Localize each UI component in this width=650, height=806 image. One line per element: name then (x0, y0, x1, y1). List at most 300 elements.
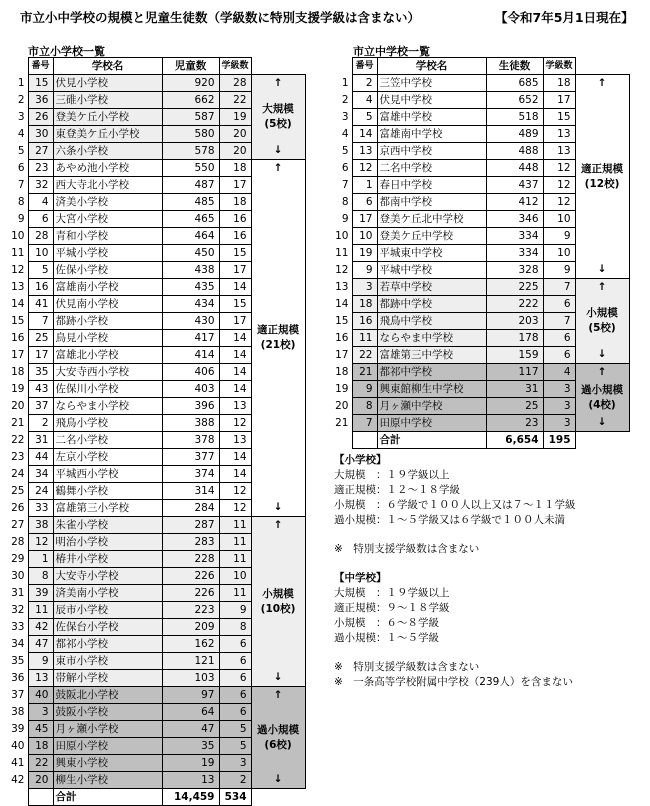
student-count: 334 (486, 228, 543, 245)
row-index: 8 (17, 196, 25, 208)
student-count: 406 (162, 364, 219, 381)
school-name: 鼓阪小学校 (53, 704, 162, 721)
class-count: 12 (543, 194, 575, 211)
school-name: 伏見南小学校 (53, 296, 162, 313)
class-count: 20 (219, 143, 251, 160)
school-number: 6 (28, 211, 53, 228)
row-index: 16 (335, 332, 349, 344)
arrow-up-icon: ↑ (273, 77, 283, 89)
row-index: 6 (341, 162, 349, 174)
total-row (332, 432, 629, 449)
row-index: 5 (17, 145, 25, 157)
table-row (332, 364, 629, 381)
class-count: 9 (543, 262, 575, 279)
student-count: 374 (162, 466, 219, 483)
row-index: 4 (17, 128, 25, 140)
header-no: 番号 (352, 58, 377, 75)
jh-note: ※ 特別支援学級数は含まない (334, 661, 480, 673)
class-count: 14 (219, 364, 251, 381)
student-count: 448 (486, 160, 543, 177)
size-group-text (257, 323, 299, 353)
size-group-text (586, 306, 618, 336)
school-number: 16 (352, 313, 377, 330)
school-name: 柳生小学校 (53, 772, 162, 789)
class-count: 14 (219, 330, 251, 347)
header-name: 学校名 (377, 58, 486, 75)
row-index: 31 (11, 587, 25, 599)
size-group-container (252, 76, 305, 158)
school-number: 16 (28, 279, 53, 296)
class-count: 12 (219, 483, 251, 500)
school-name: 飛鳥中学校 (377, 313, 486, 330)
class-count: 14 (219, 381, 251, 398)
row-index: 8 (341, 196, 349, 208)
size-group-text (261, 587, 296, 617)
school-number: 8 (28, 568, 53, 585)
class-count: 14 (219, 449, 251, 466)
school-name: 都跡中学校 (377, 296, 486, 313)
school-number: 37 (28, 398, 53, 415)
school-number: 6 (352, 194, 377, 211)
class-count: 6 (543, 330, 575, 347)
class-count: 6 (543, 296, 575, 313)
row-index: 16 (11, 332, 25, 344)
school-number: 11 (352, 330, 377, 347)
student-count: 485 (162, 194, 219, 211)
school-name: 大安寺小学校 (53, 568, 162, 585)
class-count: 6 (219, 670, 251, 687)
row-index: 23 (11, 451, 25, 463)
student-count: 685 (486, 75, 543, 92)
row-index: 13 (335, 281, 349, 293)
school-number: 13 (28, 670, 53, 687)
school-name: あやめ池小学校 (53, 160, 162, 177)
school-name: 二名小学校 (53, 432, 162, 449)
school-name: 京西中学校 (377, 143, 486, 160)
total-label: 合計 (53, 789, 162, 806)
class-count: 17 (219, 313, 251, 330)
arrow-up-icon: ↑ (273, 162, 283, 174)
row-index: 3 (341, 111, 349, 123)
school-name: 二名中学校 (377, 160, 486, 177)
student-count: 162 (162, 636, 219, 653)
size-group-container (252, 518, 305, 685)
row-index: 13 (11, 281, 25, 293)
row-index: 29 (11, 553, 25, 565)
school-number: 39 (28, 585, 53, 602)
student-count: 223 (162, 602, 219, 619)
class-count: 5 (219, 738, 251, 755)
row-index: 9 (17, 213, 25, 225)
arrow-up-icon: ↑ (597, 366, 607, 378)
table-row (8, 160, 305, 177)
student-count: 314 (162, 483, 219, 500)
row-index: 26 (11, 502, 25, 514)
row-index: 11 (11, 247, 25, 259)
arrow-up-icon: ↑ (273, 519, 283, 531)
student-count: 226 (162, 585, 219, 602)
row-index: 21 (335, 417, 349, 429)
student-count: 378 (162, 432, 219, 449)
class-count: 5 (219, 721, 251, 738)
school-number: 40 (28, 687, 53, 704)
total-row (8, 789, 305, 806)
student-count: 222 (486, 296, 543, 313)
total-classes: 534 (219, 789, 251, 806)
row-index: 12 (335, 264, 349, 276)
row-index: 38 (11, 706, 25, 718)
row-index: 10 (335, 230, 349, 242)
school-name: 都祁中学校 (377, 364, 486, 381)
class-count: 15 (543, 109, 575, 126)
student-count: 225 (486, 279, 543, 296)
student-count: 346 (486, 211, 543, 228)
school-name: 興東小学校 (53, 755, 162, 772)
row-index: 1 (17, 77, 25, 89)
school-number: 2 (28, 415, 53, 432)
class-count: 8 (219, 619, 251, 636)
school-number: 35 (28, 364, 53, 381)
school-number: 23 (28, 160, 53, 177)
student-count: 435 (162, 279, 219, 296)
row-index: 25 (11, 485, 25, 497)
school-name: 月ヶ瀬小学校 (53, 721, 162, 738)
student-count: 377 (162, 449, 219, 466)
school-name: 田原中学校 (377, 415, 486, 432)
student-count: 550 (162, 160, 219, 177)
size-group-label (251, 517, 305, 687)
class-count: 17 (219, 177, 251, 194)
school-number: 10 (352, 228, 377, 245)
row-index: 34 (11, 638, 25, 650)
row-index: 10 (11, 230, 25, 242)
row-index: 11 (335, 247, 349, 259)
school-name: 済美小学校 (53, 194, 162, 211)
school-name: 大宮小学校 (53, 211, 162, 228)
class-count: 2 (219, 772, 251, 789)
class-count: 3 (219, 755, 251, 772)
student-count: 450 (162, 245, 219, 262)
student-count: 228 (162, 551, 219, 568)
row-index: 14 (11, 298, 25, 310)
school-number: 18 (352, 296, 377, 313)
student-count: 487 (162, 177, 219, 194)
jh-note: ※ 一条高等学校附属中学校（239人）を含まない (334, 676, 573, 688)
student-count: 178 (486, 330, 543, 347)
row-index: 41 (11, 757, 25, 769)
row-index: 15 (11, 315, 25, 327)
class-count: 9 (543, 228, 575, 245)
class-count: 18 (543, 75, 575, 92)
school-number: 44 (28, 449, 53, 466)
class-count: 12 (543, 177, 575, 194)
elementary-table (8, 57, 306, 806)
school-number: 36 (28, 92, 53, 109)
total-classes: 195 (543, 432, 575, 449)
student-count: 64 (162, 704, 219, 721)
school-number: 32 (28, 177, 53, 194)
class-count: 28 (219, 75, 251, 92)
school-number: 2 (352, 75, 377, 92)
student-count: 396 (162, 398, 219, 415)
arrow-down-icon: ↓ (273, 773, 283, 785)
student-count: 652 (486, 92, 543, 109)
student-count: 488 (486, 143, 543, 160)
school-name: 東登美ケ丘小学校 (53, 126, 162, 143)
size-group-count: (5校) (588, 322, 616, 334)
class-count: 22 (219, 92, 251, 109)
school-name: 富雄南中学校 (377, 126, 486, 143)
header-count: 生徒数 (486, 58, 543, 75)
student-count: 287 (162, 517, 219, 534)
student-count: 226 (162, 568, 219, 585)
school-number: 9 (352, 262, 377, 279)
school-number: 5 (352, 109, 377, 126)
school-number: 21 (352, 364, 377, 381)
class-count: 18 (219, 194, 251, 211)
school-number: 5 (28, 262, 53, 279)
school-number: 1 (28, 551, 53, 568)
student-count: 159 (486, 347, 543, 364)
school-number: 17 (28, 347, 53, 364)
school-name: 青和小学校 (53, 228, 162, 245)
jh-criteria-line: 大規模 ：１９学級以上 (334, 587, 450, 599)
class-count: 13 (543, 143, 575, 160)
class-count: 3 (543, 398, 575, 415)
class-count: 16 (219, 211, 251, 228)
row-index: 42 (11, 774, 25, 786)
school-number: 33 (28, 500, 53, 517)
row-index: 22 (11, 434, 25, 446)
student-count: 580 (162, 126, 219, 143)
school-number: 3 (352, 279, 377, 296)
school-number: 43 (28, 381, 53, 398)
row-index: 17 (335, 349, 349, 361)
student-count: 328 (486, 262, 543, 279)
row-index: 19 (335, 383, 349, 395)
student-count: 103 (162, 670, 219, 687)
row-index: 2 (17, 94, 25, 106)
size-group-name: 適正規模 (257, 324, 300, 336)
arrow-up-icon: ↑ (597, 77, 607, 89)
row-index: 20 (11, 400, 25, 412)
class-count: 12 (543, 160, 575, 177)
size-group-count: (5校) (264, 118, 292, 130)
school-name: 帯解小学校 (53, 670, 162, 687)
jh-criteria-line: 過小規模：１～５学級 (334, 632, 439, 644)
class-count: 17 (219, 262, 251, 279)
class-count: 14 (219, 466, 251, 483)
row-index: 2 (341, 94, 349, 106)
student-count: 97 (162, 687, 219, 704)
school-number: 9 (28, 653, 53, 670)
school-number: 4 (28, 194, 53, 211)
page-title: 市立小中学校の規模と児童生徒数（学級数に特別支援学級は含まない） (20, 10, 421, 25)
school-number: 4 (352, 92, 377, 109)
school-name: 三笠中学校 (377, 75, 486, 92)
arrow-down-icon: ↓ (273, 501, 283, 513)
class-count: 7 (543, 313, 575, 330)
school-name: 佐保小学校 (53, 262, 162, 279)
school-name: 平城西小学校 (53, 466, 162, 483)
row-index: 12 (11, 264, 25, 276)
junior-caption: 市立中学校一覧 (353, 45, 430, 58)
school-name: 富雄第三中学校 (377, 347, 486, 364)
class-count: 17 (543, 92, 575, 109)
school-name: 登美ケ丘中学校 (377, 228, 486, 245)
school-name: 富雄南小学校 (53, 279, 162, 296)
school-name: 東市小学校 (53, 653, 162, 670)
class-count: 3 (543, 381, 575, 398)
class-count: 15 (219, 245, 251, 262)
row-index: 18 (335, 366, 349, 378)
class-count: 11 (219, 585, 251, 602)
school-name: 田原小学校 (53, 738, 162, 755)
student-count: 284 (162, 500, 219, 517)
school-number: 27 (28, 143, 53, 160)
row-index: 20 (335, 400, 349, 412)
table-row (332, 279, 629, 296)
class-count: 19 (219, 109, 251, 126)
school-name: 興東館柳生中学校 (377, 381, 486, 398)
student-count: 388 (162, 415, 219, 432)
school-name: 伏見小学校 (53, 75, 162, 92)
row-index: 39 (11, 723, 25, 735)
elem-criteria-line: 小規模 ：６学級で１００人以上又は７～１１学級 (334, 499, 576, 511)
row-index: 28 (11, 536, 25, 548)
school-name: 富雄中学校 (377, 109, 486, 126)
size-group-count: (10校) (260, 602, 296, 615)
table-row (332, 75, 629, 92)
student-count: 209 (162, 619, 219, 636)
student-count: 489 (486, 126, 543, 143)
row-index: 30 (11, 570, 25, 582)
row-index: 1 (341, 77, 349, 89)
size-group-text (581, 162, 623, 192)
school-number: 47 (28, 636, 53, 653)
elem-criteria-line: 適正規模：１２～１８学級 (334, 484, 460, 496)
size-group-name: 大規模 (262, 103, 294, 115)
size-group-name: 小規模 (586, 307, 618, 319)
as-of-date: 【令和7年5月1日現在】 (495, 10, 634, 25)
class-count: 6 (219, 653, 251, 670)
elem-note: ※ 特別支援学級数は含まない (334, 543, 480, 555)
class-count: 12 (219, 500, 251, 517)
elem-criteria-line: 過小規模：１～５学級又は６学級で１００人未満 (334, 514, 565, 526)
class-count: 6 (543, 347, 575, 364)
size-group-container (576, 365, 629, 430)
student-count: 35 (162, 738, 219, 755)
school-number: 15 (28, 75, 53, 92)
header-count: 児童数 (162, 58, 219, 75)
school-number: 11 (28, 602, 53, 619)
size-group-container (252, 161, 305, 515)
school-name: 済美南小学校 (53, 585, 162, 602)
school-number: 41 (28, 296, 53, 313)
total-label: 合計 (377, 432, 486, 449)
school-name: 佐保川小学校 (53, 381, 162, 398)
school-name: 左京小学校 (53, 449, 162, 466)
school-name: 大安寺西小学校 (53, 364, 162, 381)
class-count: 7 (543, 279, 575, 296)
school-number: 17 (352, 211, 377, 228)
school-name: 若草中学校 (377, 279, 486, 296)
school-number: 9 (352, 381, 377, 398)
school-name: 三碓小学校 (53, 92, 162, 109)
class-count: 10 (543, 245, 575, 262)
class-count: 9 (219, 602, 251, 619)
size-group-label (575, 75, 629, 279)
row-index: 19 (11, 383, 25, 395)
student-count: 417 (162, 330, 219, 347)
row-index: 14 (335, 298, 349, 310)
school-number: 22 (352, 347, 377, 364)
class-count: 13 (219, 432, 251, 449)
student-count: 465 (162, 211, 219, 228)
class-count: 20 (219, 126, 251, 143)
school-name: 平城東中学校 (377, 245, 486, 262)
row-index: 7 (341, 179, 349, 191)
school-number: 38 (28, 517, 53, 534)
student-count: 13 (162, 772, 219, 789)
school-number: 12 (352, 160, 377, 177)
elementary-caption: 市立小学校一覧 (28, 45, 105, 58)
school-number: 42 (28, 619, 53, 636)
school-name: 富雄北小学校 (53, 347, 162, 364)
school-number: 26 (28, 109, 53, 126)
arrow-down-icon: ↓ (597, 348, 607, 360)
school-name: 明治小学校 (53, 534, 162, 551)
size-group-name: 過小規模 (257, 723, 300, 736)
student-count: 662 (162, 92, 219, 109)
class-count: 14 (219, 347, 251, 364)
school-name: 登美ケ丘小学校 (53, 109, 162, 126)
row-index: 24 (11, 468, 25, 480)
student-count: 403 (162, 381, 219, 398)
student-count: 434 (162, 296, 219, 313)
school-number: 24 (28, 483, 53, 500)
student-count: 587 (162, 109, 219, 126)
size-group-label (575, 279, 629, 364)
school-number: 7 (352, 415, 377, 432)
school-number: 31 (28, 432, 53, 449)
row-index: 4 (341, 128, 349, 140)
student-count: 437 (486, 177, 543, 194)
jh-criteria-line: 小規模 ：６～８学級 (334, 617, 439, 629)
notes-block (334, 453, 576, 690)
arrow-down-icon: ↓ (597, 263, 607, 275)
row-index: 17 (11, 349, 25, 361)
arrow-up-icon: ↑ (273, 689, 283, 701)
size-group-count: (21校) (260, 339, 296, 351)
class-count: 6 (219, 636, 251, 653)
class-count: 3 (543, 415, 575, 432)
row-index: 35 (11, 655, 25, 667)
table-row (8, 75, 305, 92)
arrow-down-icon: ↓ (273, 671, 283, 683)
table-row (8, 517, 305, 534)
class-count: 11 (219, 551, 251, 568)
row-index: 27 (11, 519, 25, 531)
school-name: 都祁小学校 (53, 636, 162, 653)
school-name: 平城小学校 (53, 245, 162, 262)
row-index: 6 (17, 162, 25, 174)
school-number: 13 (352, 143, 377, 160)
student-count: 47 (162, 721, 219, 738)
school-number: 34 (28, 466, 53, 483)
school-name: ならやま中学校 (377, 330, 486, 347)
size-group-container (576, 280, 629, 362)
